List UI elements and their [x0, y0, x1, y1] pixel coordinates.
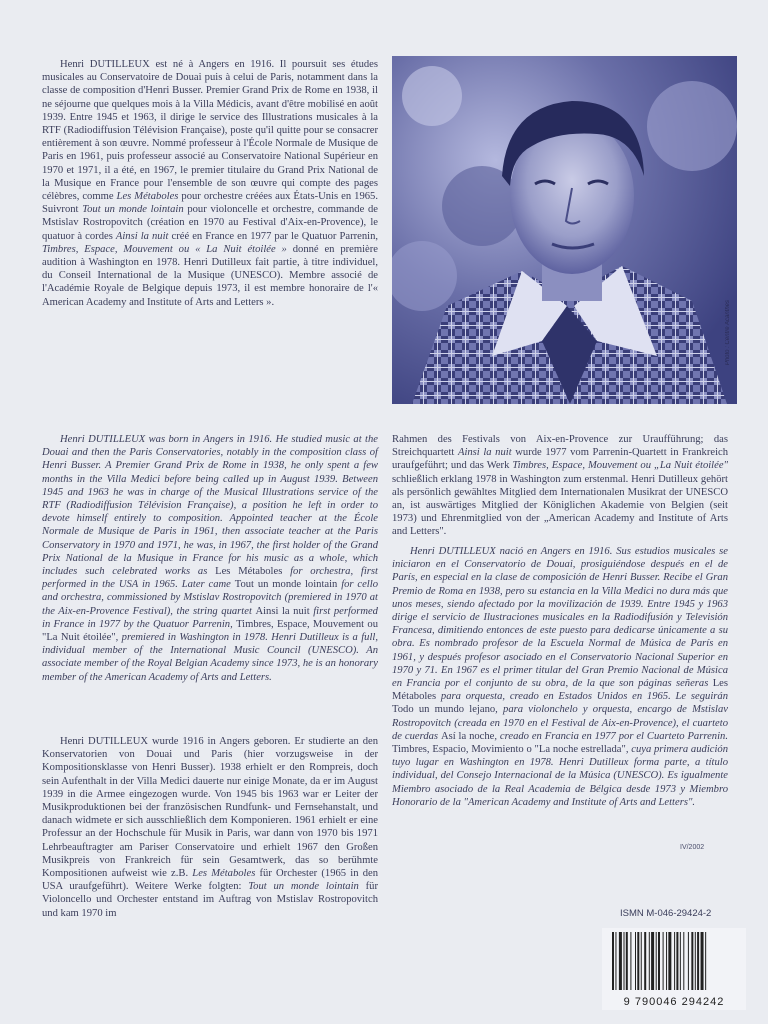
barcode-number: 9 790046 294242 [623, 996, 725, 1008]
work-title: Tout un monde lointain [248, 881, 359, 893]
barcode [602, 928, 746, 1010]
work-title: Tout un monde lointain [234, 579, 338, 591]
work-title: Les Métaboles [392, 678, 728, 703]
work-title: Ainsi la nuit [255, 605, 310, 617]
french-biography [42, 58, 378, 309]
work-title: Ainsi la nuit [457, 447, 512, 459]
work-title: Les Métaboles [192, 868, 256, 880]
german-biography [42, 735, 378, 920]
isbn-number: ISMN M-046-29424-2 [620, 908, 712, 919]
english-biography [42, 433, 378, 684]
photo-credit: Photo : Centre Acanthes [725, 300, 731, 366]
work-title: Timbres, Espace, Mouvement ou « La Nuit étoilée » [42, 243, 287, 255]
work-title: Todo un mundo lejano [392, 704, 496, 716]
german-biography-continued [392, 433, 728, 539]
work-title: Así la noche [440, 730, 495, 742]
barcode-bars [602, 932, 746, 996]
composer-portrait-photo [392, 56, 737, 404]
french-paragraph: Henri DUTILLEUX est né à Angers en 1916. Il poursuit ses études musicales au Conservatoire de Douai puis à celui de Paris, notamment dans la classe de composition d'Henri Busser. Premier Grand Prix de Rome en 1938, il ne séjourne que quelques mois à la Villa Médicis, avant d'être mobilisé en août 1939. Entre 1945 et 1963, il dirige le service des Illustrations musicales à la RTF (Radiodiffusion Télévision Française), poste qu'il quitte pour se consacrer entièrement à son œuvre. Nommé professeur à l'École Normale de Musique de Paris en 1961, puis professeur associé au Conservatoire National Supérieur en 1970 et 1971, il a été, en 1967, le premier titulaire du Grand Prix National de la Musique en France pour l'ensemble de son œuvre qui compte des pages célèbres, comme Les Métaboles pour orchestre créées aux États-Unis en 1965. Suivront Tout un monde lointain pour violoncelle et orchestre, commande de Mstislav Rostropovitch (création en 1970 au Festival d'Aix-en-Provence), le quatuor à cordes Ainsi la nuit créé en France en 1977 par le Quatuor Parrenin, Timbres, Espace, Mouvement ou « La Nuit étoilée » donné en première audition à Washington en 1978. Henri Dutilleux fait partie, à titre individuel, du Conseil International de la Musique (UNESCO). Membre associé de l'Académie Royale de Belgique depuis 1973, il est membre honoraire de l'« American Academy and Institute of Arts and Letters ». [42, 59, 379, 308]
work-title: Timbres, Espace, Mouvement ou „La Nuit étoilée" [512, 460, 728, 472]
german-paragraph-continued: Rahmen des Festivals von Aix-en-Provence zur Uraufführung; das Streichquartett Ainsi la nuit wurde 1977 vom Parrenin-Quartett in Frankreich uraufgeführt; und das Werk Timbres, Espace, Mouvement ou „La Nuit étoilée" schließlich erklang 1978 in Washington zum erstenmal. Henri Dutilleux gehört als persönlich gewähltes Mitglied dem Internationalen Musikrat der UNESCO an, ist auswärtiges Mitglied der Königlichen Akademie von Belgien (seit 1973) und Ehrenmitglied von der „American Academy and Institute of Arts and Letters". [392, 434, 729, 538]
catalog-code: IV/2002 [680, 844, 705, 851]
work-title: Les Métaboles [116, 191, 179, 203]
work-title: Timbres, Espace, Mouvement ou "La Nuit étoilée" [42, 618, 378, 644]
german-paragraph: Henri DUTILLEUX wurde 1916 in Angers geboren. Er studierte an den Konservatorien von Douai und Paris (hier vorzugsweise in der Kompositionsklasse von Henri Busser). 1938 erhielt er den Rompreis, doch sein Aufenthalt in der Villa Medici dauerte nur einige Monate, da er im August 1939 in die Armee eingezogen wurde. Von 1945 bis 1963 war er Leiter der Musikproduktionen bei der französischen Rundfunk- und Fernsehanstalt, und danach widmete er sich ausschließlich dem Komponieren. 1961 erhielt er eine Professur an der Hochschule für Musik in Paris, war dann von 1970 bis 1971 Lehrbeauftragter am Pariser Conservatoire und erhielt 1967 den Großen Musikpreis von Frankreich für sein Gesamtwerk, das so berühmte Kompositionen aufweist wie z.B. Les Métaboles für Orchester (1965 in den USA uraufgeführt). Weitere Werke folgten: Tout un monde lointain für Violoncello und Orchester entstand im Auftrag von Mstislav Rostropovitch und kam 1970 im [42, 736, 378, 919]
work-title: Ainsi la nuit [115, 230, 169, 242]
spanish-biography [392, 545, 728, 809]
work-title: Les Métaboles [215, 566, 283, 578]
work-title: Timbres, Espacio, Movimiento o "La noche estrellada" [392, 744, 626, 756]
portrait-illustration [392, 56, 737, 404]
english-paragraph: Henri DUTILLEUX was born in Angers in 1916. He studied music at the Douai and then the Paris Conservatories, notably in the composition class of Henri Busser. A Premier Grand Prix de Rome in 1938, he only spent a few months in the Villa Medici before being called up in August 1939. Between 1945 and 1963 he was in charge of the Musical Illustrations service of the RTF (Radiodiffusion Télévision Française), a position he left in order to devote himself entirely to composition. Appointed teacher at the École Normale de Musique de Paris in 1961, then associate teacher at the Paris Conservatory in 1970 and 1971, he was, in 1967, the first holder of the Grand Prix National de la Musique in France for his music as a whole, which includes such celebrated works as Les Métaboles for orchestra, first performed in the USA in 1965. Later came Tout un monde lointain for cello and orchestra, commissioned by Mstislav Rostropovitch (premiered in 1970 at the Aix-en-Provence Festival), the string quartet Ainsi la nuit first performed in France in 1977 by the Quatuor Parrenin, Timbres, Espace, Mouvement ou "La Nuit étoilée", premiered in Washington in 1978. Henri Dutilleux is a full, individual member of the International Music Council (UNESCO). An associate member of the Royal Belgian Academy since 1973, he is an honorary member of the American Academy of Arts and Letters. [42, 434, 378, 683]
work-title: Tout un monde lointain [82, 204, 184, 216]
spanish-paragraph: Henri DUTILLEUX nació en Angers en 1916. Sus estudios musicales se iniciaron en el Conservatorio de Douai, prosiguiéndose después en el de París, en especial en la clase de composición de Henri Busser. Recibe el Gran Premio de Roma en 1938, pero su estancia en la Villa Medici no dura más que unos meses, siendo afectado por la movilización de 1939. Entre 1945 y 1963 dirige el servicio de Ilustraciones musicales en la Radiodifusión y Televisión Francesa, dimitiendo entonces de este puesto para dedicarse únicamente a su obra. Es nombrado profesor de la Escuela Normal de Música de París en 1961, y después profesor asociado en el Conservatorio Nacional Superior en 1970 y 71. En 1967 es el primer titular del Gran Premio Nacional de Música en Francia por el conjunto de su obra, de la que son páginas señeras Les Métaboles para orquesta, creado en Estados Unidos en 1965. Le seguirán Todo un mundo lejano, para violonchelo y orquesta, encargo de Mstislav Rostropovitch (creada en 1970 en el Festival de Aix-en-Provence), el cuarteto de cuerdas Así la noche, creado en Francia en 1977 por el Cuarteto Parrenin. Timbres, Espacio, Movimiento o "La noche estrellada", cuya primera audición tuyo lugar en Washington en 1978. Henri Dutilleux forma parte, a título individual, del Consejo Internacional de la Música (UNESCO). Es igualmente Miembro asociado de la Real Academia de Bélgica desde 1973 y Miembro Honorario de la "American Academy and Institute of Arts and Letters". [392, 546, 728, 808]
